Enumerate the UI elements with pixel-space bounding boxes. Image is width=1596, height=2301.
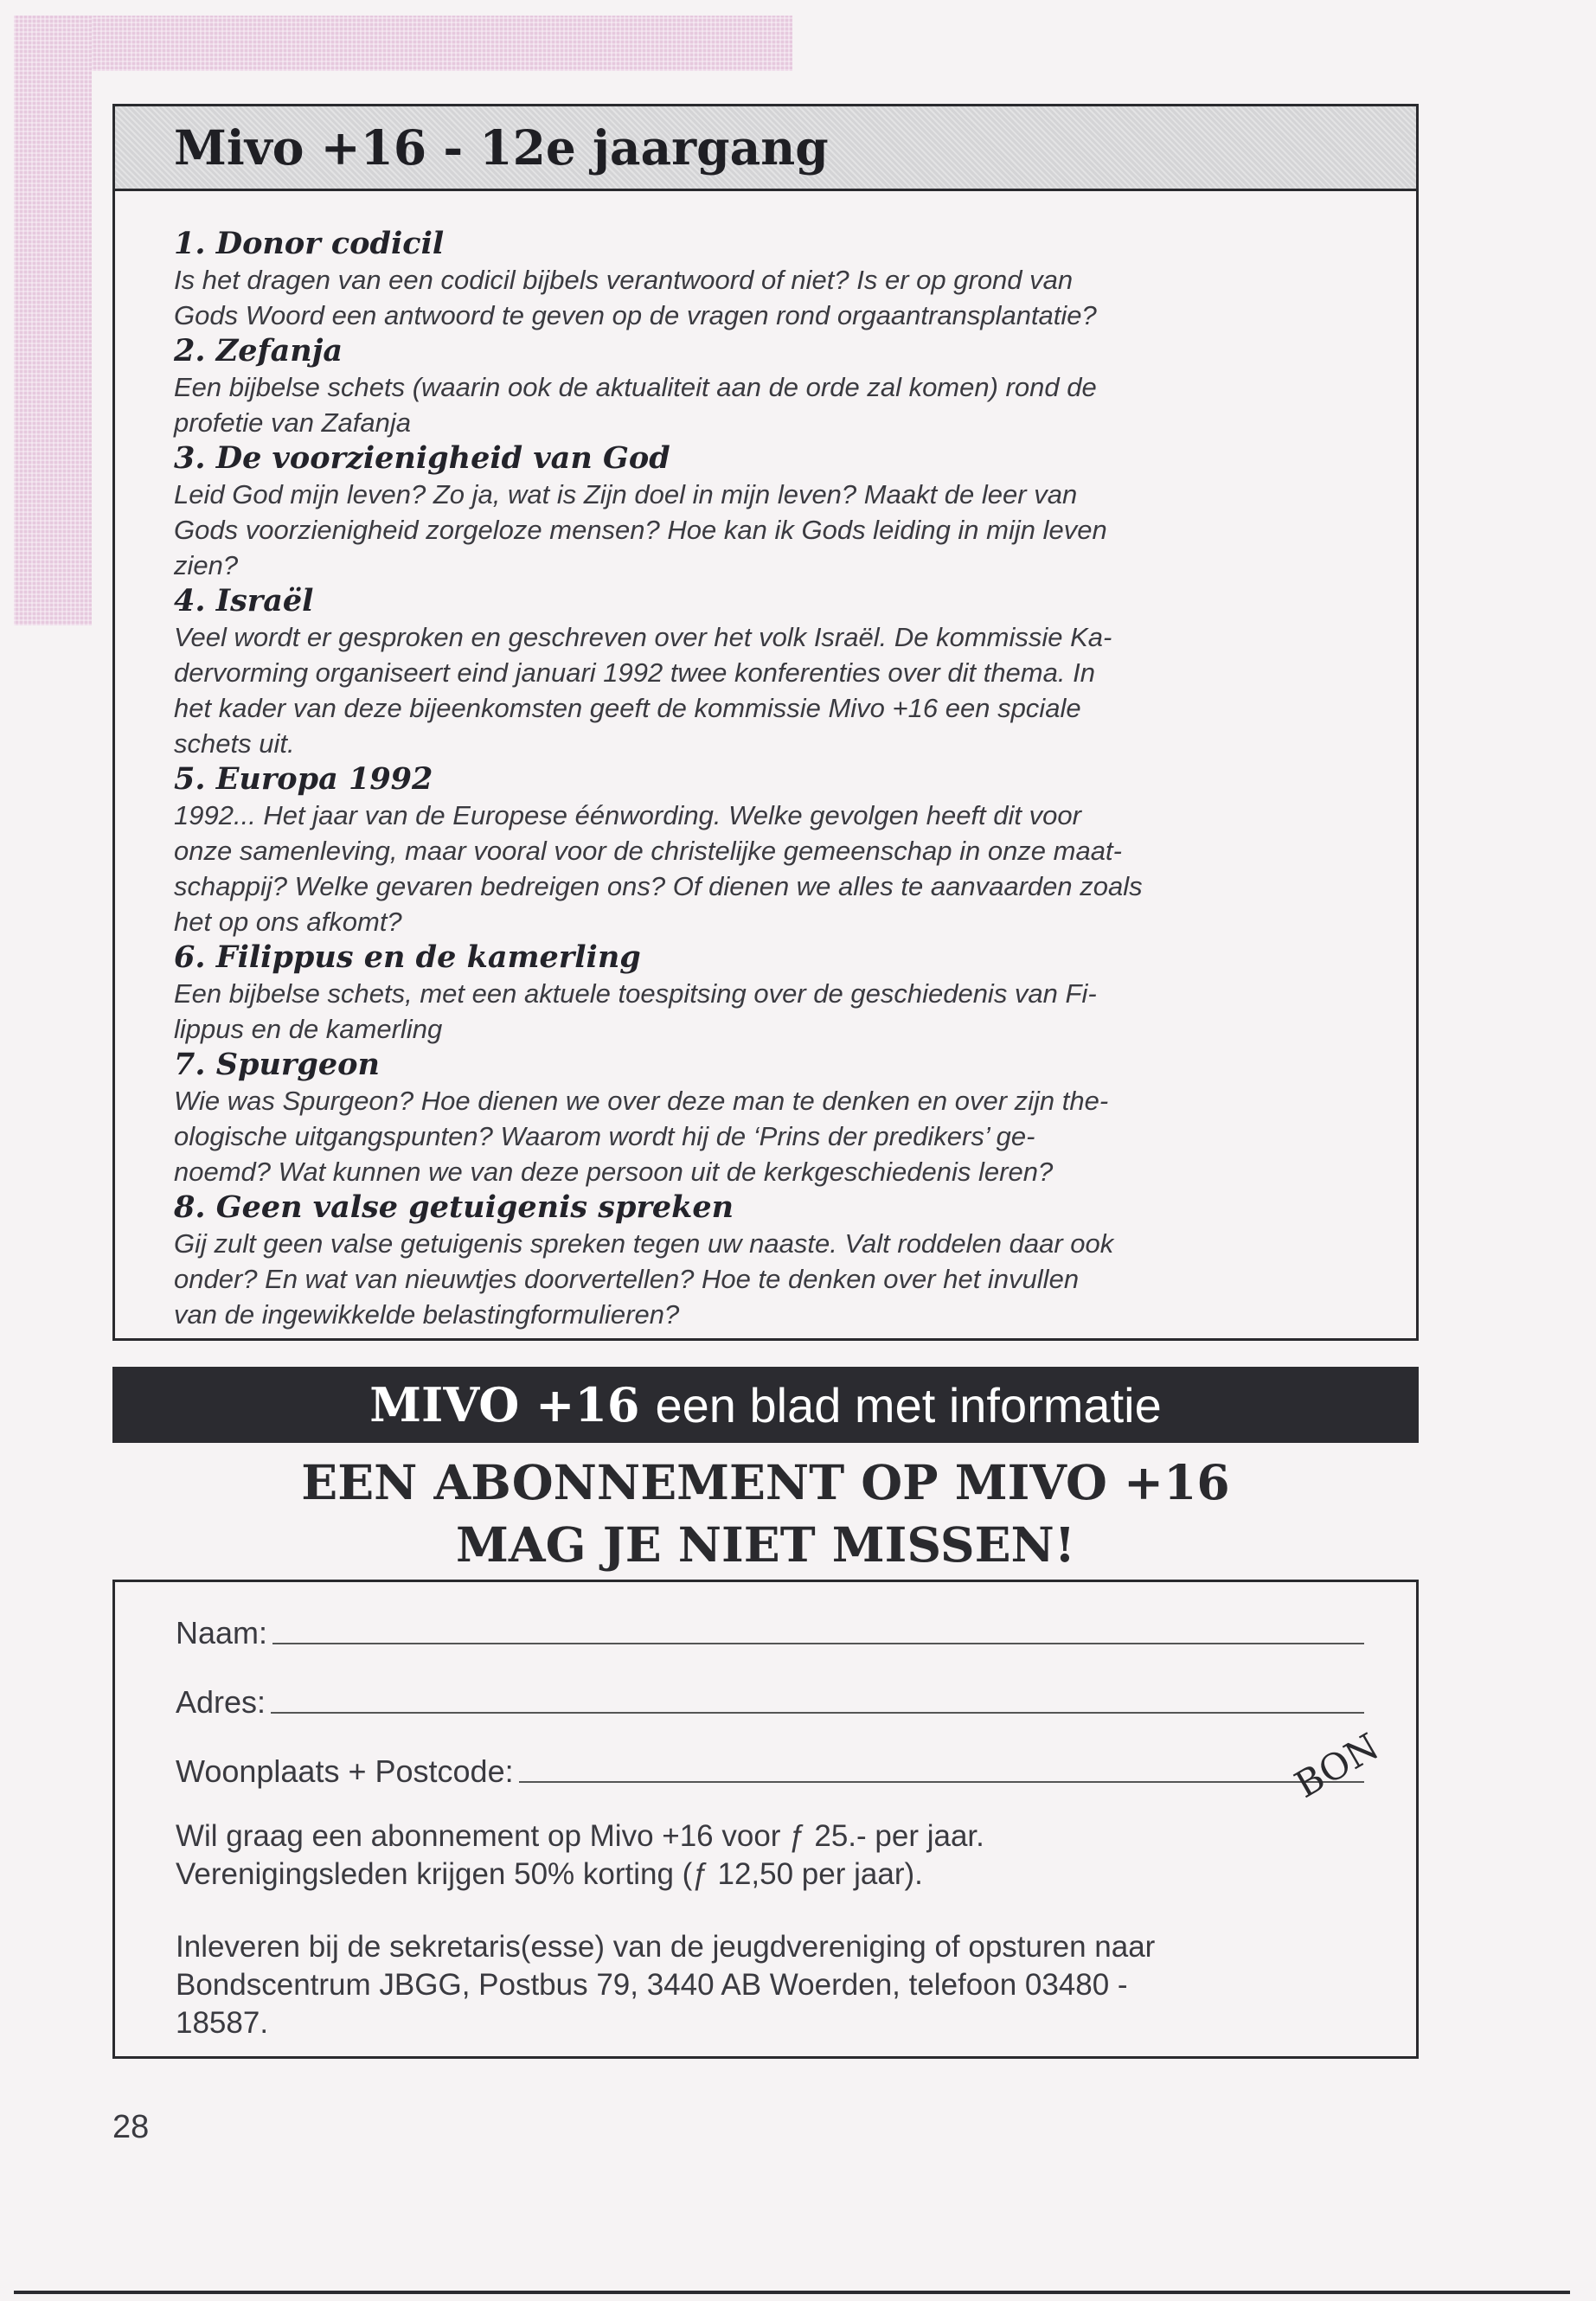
name-field[interactable]: [176, 1615, 1364, 1651]
address-input-line[interactable]: [271, 1711, 1364, 1714]
offer-text: [176, 1817, 1364, 1894]
topic-line: van de ingewikkelde belastingformulieren?: [174, 1299, 680, 1330]
send-line-1: Inleveren bij de sekretaris(esse) van de jeugdvereniging of opsturen naar: [176, 1930, 1156, 1964]
topic-line: Gods voorzienigheid zorgeloze mensen? Hoe kan ik Gods leiding in mijn leven: [174, 515, 1107, 545]
topic-line: 1992... Het jaar van de Europese éénwording. Welke gevolgen heeft dit voor: [174, 800, 1081, 830]
topic-title: 8. Geen valse getuigenis spreken: [174, 1189, 734, 1225]
topic-title: 6. Filippus en de kamerling: [174, 939, 641, 975]
banner-brand: MIVO +16: [369, 1377, 640, 1433]
topic-line: Wie was Spurgeon? Hoe dienen we over deze man te denken en over zijn the-: [174, 1086, 1109, 1116]
send-instructions: [176, 1928, 1364, 2042]
topic-item: [174, 939, 1356, 1047]
topic-line: zien?: [174, 550, 239, 580]
subscription-form: [112, 1580, 1419, 2059]
topic-title: 5. Europa 1992: [174, 761, 433, 797]
topic-line: schappij? Welke gevaren bedreigen ons? Of dienen we alles te aanvaarden zoals: [174, 871, 1143, 901]
topic-line: Gij zult geen valse getuigenis spreken tegen uw naaste. Valt roddelen daar ook: [174, 1228, 1114, 1259]
topic-line: het kader van deze bijeenkomsten geeft de kommissie Mivo +16 een spciale: [174, 693, 1081, 723]
topic-line: Leid God mijn leven? Zo ja, wat is Zijn doel in mijn leven? Maakt de leer van: [174, 479, 1078, 510]
headline-line-2: MAG JE NIET MISSEN!: [456, 1516, 1075, 1573]
topic-line: het op ons afkomt?: [174, 907, 402, 937]
topic-line: onder? En wat van nieuwtjes doorvertellen? Hoe te denken over het invullen: [174, 1264, 1080, 1294]
topic-line: Veel wordt er gesproken en geschreven over het volk Israël. De kommissie Ka-: [174, 622, 1112, 652]
topic-title: 4. Israël: [174, 583, 314, 619]
send-line-3: 18587.: [176, 2006, 269, 2040]
city-postcode-input-line[interactable]: [519, 1780, 1364, 1783]
bottom-rule: [14, 2291, 1570, 2294]
decorative-bar-left: [14, 16, 92, 625]
city-postcode-label: Woonplaats + Postcode:: [176, 1753, 514, 1789]
topics-title: Mivo +16 - 12e jaargang: [174, 119, 829, 176]
topics-box: [112, 104, 1419, 1341]
topic-line: profetie van Zafanja: [174, 407, 412, 438]
topic-item: [174, 1189, 1356, 1332]
name-input-line[interactable]: [272, 1642, 1364, 1644]
topics-header: [115, 106, 1416, 191]
subscription-headline: [112, 1452, 1419, 1576]
topic-item: [174, 333, 1356, 440]
topic-line: Een bijbelse schets (waarin ook de aktualiteit aan de orde zal komen) rond de: [174, 372, 1097, 402]
topic-title: 1. Donor codicil: [174, 226, 445, 261]
name-label: Naam:: [176, 1615, 268, 1650]
topic-line: schets uit.: [174, 728, 295, 759]
bon-label: BON: [1287, 1725, 1387, 1806]
topic-line: Een bijbelse schets, met een aktuele toespitsing over de geschiedenis van Fi-: [174, 978, 1097, 1009]
banner-text: een blad met informatie: [655, 1377, 1162, 1433]
topic-title: 2. Zefanja: [174, 333, 343, 369]
decorative-bar-top: [14, 16, 792, 71]
address-label: Adres:: [176, 1684, 266, 1720]
topic-line: noemd? Wat kunnen we van deze persoon uit de kerkgeschiedenis leren?: [174, 1157, 1054, 1187]
topic-item: [174, 761, 1356, 939]
topic-line: lippus en de kamerling: [174, 1014, 443, 1044]
topic-line: Is het dragen van een codicil bijbels verantwoord of niet? Is er op grond van: [174, 265, 1074, 295]
offer-line-1: Wil graag een abonnement op Mivo +16 voor ƒ 25.- per jaar.: [176, 1819, 984, 1853]
topics-list: [115, 191, 1416, 1332]
topic-item: [174, 440, 1356, 583]
topic-line: dervorming organiseert eind januari 1992 twee konferenties over dit thema. In: [174, 657, 1095, 688]
page-number: 28: [112, 2109, 150, 2145]
info-banner: [112, 1367, 1419, 1443]
offer-line-2: Verenigingsleden krijgen 50% korting (ƒ 12,50 per jaar).: [176, 1857, 923, 1891]
topic-title: 3. De voorzienigheid van God: [174, 440, 670, 476]
topic-item: [174, 1047, 1356, 1189]
address-field[interactable]: [176, 1684, 1364, 1721]
topic-line: Gods Woord een antwoord te geven op de vragen rond orgaantransplantatie?: [174, 300, 1097, 330]
city-postcode-field[interactable]: [176, 1753, 1364, 1790]
topic-title: 7. Spurgeon: [174, 1047, 380, 1082]
topic-item: [174, 226, 1356, 333]
topic-line: onze samenleving, maar vooral voor de christelijke gemeenschap in onze maat-: [174, 836, 1122, 866]
send-line-2: Bondscentrum JBGG, Postbus 79, 3440 AB Woerden, telefoon 03480 -: [176, 1968, 1128, 2002]
topic-line: ologische uitgangspunten? Waarom wordt hij de ‘Prins der predikers’ ge-: [174, 1121, 1035, 1151]
topic-item: [174, 583, 1356, 761]
headline-line-1: EEN ABONNEMENT OP MIVO +16: [301, 1454, 1230, 1510]
